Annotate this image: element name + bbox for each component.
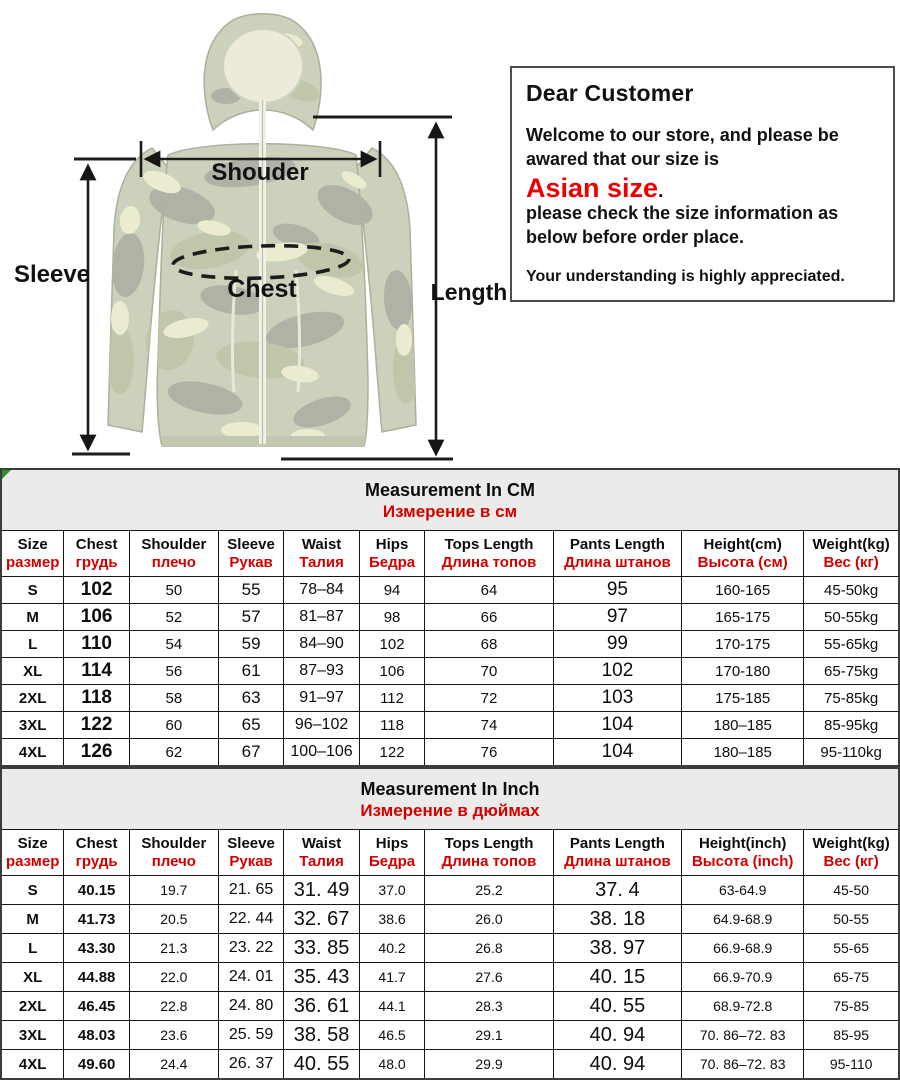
table-cell: 126 [64, 739, 130, 767]
table-cell: 95 [553, 577, 681, 604]
hood-lining [223, 29, 303, 103]
table-cell: 26.8 [425, 934, 553, 963]
table-cell: 64.9-68.9 [682, 905, 804, 934]
table-cell: 40. 55 [553, 992, 681, 1021]
table-cell: 43.30 [64, 934, 130, 963]
header-ru: плечо [151, 553, 196, 571]
table-cell: 24. 80 [218, 992, 284, 1021]
header-en: Height(inch) [698, 834, 787, 852]
table-cell: 104 [553, 739, 681, 767]
table-cell: 23.6 [129, 1021, 218, 1050]
column-header-shoulder [129, 531, 218, 577]
table-cell: 24. 01 [218, 963, 284, 992]
table-cell: 165-175 [682, 604, 804, 631]
size-tables-section [0, 468, 900, 1080]
table-cell: 96–102 [284, 712, 359, 739]
table-cell: 68 [425, 631, 553, 658]
table-cell: 70. 86–72. 83 [682, 1050, 804, 1080]
customer-notice-box [510, 66, 895, 302]
header-ru: Длина штанов [564, 553, 671, 571]
table-cell: 37.0 [359, 876, 425, 905]
column-header-pants-length [553, 830, 681, 876]
header-en: Tops Length [444, 535, 534, 553]
table-cell: 21. 65 [218, 876, 284, 905]
header-ru: грудь [75, 852, 118, 870]
size-label: L [1, 631, 64, 658]
table-cell: 29.9 [425, 1050, 553, 1080]
header-ru: Талия [299, 553, 344, 571]
table-cell: 94 [359, 577, 425, 604]
header-en: Size [17, 834, 48, 852]
size-label: S [1, 876, 64, 905]
table-cell: 122 [64, 712, 130, 739]
table-cell: 56 [129, 658, 218, 685]
table-cell: 38. 58 [284, 1021, 359, 1050]
table-cell: 44.88 [64, 963, 130, 992]
table-title-en: Measurement In Inch [360, 778, 540, 799]
header-ru: Длина топов [441, 553, 537, 571]
size-row-4xl [1, 739, 899, 767]
table-cell: 26. 37 [218, 1050, 284, 1080]
table-cell: 55 [218, 577, 284, 604]
table-cell: 65-75kg [804, 658, 899, 685]
table-title-band [1, 469, 899, 531]
cm-table-container [0, 468, 900, 767]
table-cell: 25.2 [425, 876, 553, 905]
table-cell: 66 [425, 604, 553, 631]
table-cell: 24.4 [129, 1050, 218, 1080]
zipper [259, 100, 266, 444]
table-cell: 180–185 [682, 739, 804, 767]
table-cell: 74 [425, 712, 553, 739]
table-cell: 67 [218, 739, 284, 767]
table-cell: 75-85 [804, 992, 899, 1021]
table-cell: 40. 15 [553, 963, 681, 992]
table-cell: 40. 94 [553, 1050, 681, 1080]
table-cell: 180–185 [682, 712, 804, 739]
header-en: Tops Length [444, 834, 534, 852]
table-cell: 55-65kg [804, 631, 899, 658]
table-cell: 87–93 [284, 658, 359, 685]
column-header-sleeve [218, 830, 284, 876]
table-cell: 55-65 [804, 934, 899, 963]
column-header-chest [64, 830, 130, 876]
table-cell: 46.45 [64, 992, 130, 1021]
column-header-chest [64, 531, 130, 577]
column-header-weight-kg [804, 531, 899, 577]
table-cell: 106 [64, 604, 130, 631]
column-header-hips [359, 531, 425, 577]
header-en: Chest [75, 834, 118, 852]
column-header-pants-length [553, 531, 681, 577]
size-label: 4XL [1, 739, 64, 767]
table-cell: 72 [425, 685, 553, 712]
sleeve-label: Sleeve [13, 261, 91, 288]
header-ru: размер [5, 852, 60, 870]
header-en: Pants Length [569, 834, 665, 852]
size-label: 3XL [1, 712, 64, 739]
size-row-3xl [1, 1021, 899, 1050]
table-cell: 50-55 [804, 905, 899, 934]
size-label: M [1, 604, 64, 631]
table-cell: 64 [425, 577, 553, 604]
table-title-ru: Измерение в см [382, 501, 518, 521]
header-en: Waist [301, 535, 342, 553]
table-cell: 65-75 [804, 963, 899, 992]
table-cell: 170-180 [682, 658, 804, 685]
column-header-weight-kg [804, 830, 899, 876]
table-cell: 35. 43 [284, 963, 359, 992]
table-cell: 60 [129, 712, 218, 739]
header-en: Size [17, 535, 48, 553]
size-row-xl [1, 963, 899, 992]
table-cell: 112 [359, 685, 425, 712]
notice-footer: Your understanding is highly appreciated. [526, 268, 845, 286]
inch-size-table [0, 767, 900, 1080]
excel-corner-flag [2, 470, 11, 479]
jacket-measurement-illustration [0, 0, 520, 468]
table-cell: 40.2 [359, 934, 425, 963]
length-label: Length [430, 279, 508, 305]
table-cell: 27.6 [425, 963, 553, 992]
size-label: XL [1, 963, 64, 992]
header-ru: Длина топов [441, 852, 537, 870]
table-cell: 91–97 [284, 685, 359, 712]
table-cell: 33. 85 [284, 934, 359, 963]
size-row-s [1, 876, 899, 905]
table-cell: 70 [425, 658, 553, 685]
table-cell: 58 [129, 685, 218, 712]
header-row [1, 830, 899, 876]
table-cell: 37. 4 [553, 876, 681, 905]
size-row-s [1, 577, 899, 604]
column-header-size [1, 531, 64, 577]
size-label: 2XL [1, 685, 64, 712]
highlight-period: . [658, 180, 664, 202]
table-cell: 45-50 [804, 876, 899, 905]
table-cell: 23. 22 [218, 934, 284, 963]
table-cell: 22.8 [129, 992, 218, 1021]
size-row-xl [1, 658, 899, 685]
header-en: Sleeve [227, 535, 275, 553]
size-label: XL [1, 658, 64, 685]
header-en: Hips [375, 535, 409, 553]
table-cell: 103 [553, 685, 681, 712]
notice-title: Dear Customer [526, 80, 694, 106]
table-cell: 61 [218, 658, 284, 685]
table-cell: 62 [129, 739, 218, 767]
size-label: S [1, 577, 64, 604]
asian-size-highlight: Asian size [526, 172, 659, 203]
table-cell: 40. 94 [553, 1021, 681, 1050]
header-en: Hips [375, 834, 409, 852]
table-cell: 19.7 [129, 876, 218, 905]
header-ru: Высота (inch) [691, 852, 794, 870]
table-cell: 32. 67 [284, 905, 359, 934]
size-row-2xl [1, 992, 899, 1021]
table-cell: 54 [129, 631, 218, 658]
header-en: Waist [301, 834, 342, 852]
notice-body-line1: Welcome to our store, and please be awared that our size is [526, 125, 839, 169]
table-cell: 50 [129, 577, 218, 604]
header-en: Chest [75, 535, 118, 553]
notice-highlight-row [526, 174, 879, 202]
inch-table-container [0, 767, 900, 1080]
table-cell: 38. 18 [553, 905, 681, 934]
table-cell: 175-185 [682, 685, 804, 712]
table-cell: 118 [359, 712, 425, 739]
header-ru: Вес (кг) [823, 852, 879, 870]
table-cell: 22. 44 [218, 905, 284, 934]
size-label: 3XL [1, 1021, 64, 1050]
header-row [1, 531, 899, 577]
size-row-l [1, 934, 899, 963]
table-cell: 66.9-68.9 [682, 934, 804, 963]
header-ru: Бедра [368, 553, 416, 571]
header-en: Sleeve [227, 834, 275, 852]
size-row-m [1, 905, 899, 934]
table-cell: 31. 49 [284, 876, 359, 905]
table-cell: 25. 59 [218, 1021, 284, 1050]
table-cell: 66.9-70.9 [682, 963, 804, 992]
table-cell: 63 [218, 685, 284, 712]
table-cell: 48.03 [64, 1021, 130, 1050]
table-cell: 95-110kg [804, 739, 899, 767]
table-cell: 99 [553, 631, 681, 658]
size-guide-hero [0, 0, 900, 468]
table-cell: 57 [218, 604, 284, 631]
header-ru: Длина штанов [564, 852, 671, 870]
column-header-sleeve [218, 531, 284, 577]
table-cell: 21.3 [129, 934, 218, 963]
table-cell: 20.5 [129, 905, 218, 934]
table-cell: 65 [218, 712, 284, 739]
chest-label: Chest [227, 275, 297, 303]
table-cell: 29.1 [425, 1021, 553, 1050]
column-header-waist [284, 830, 359, 876]
size-label: 4XL [1, 1050, 64, 1080]
table-title-band [1, 768, 899, 830]
size-row-3xl [1, 712, 899, 739]
header-en: Shoulder [141, 834, 207, 852]
column-header-size [1, 830, 64, 876]
table-cell: 49.60 [64, 1050, 130, 1080]
table-cell: 40. 55 [284, 1050, 359, 1080]
table-cell: 41.73 [64, 905, 130, 934]
column-header-tops-length [425, 830, 553, 876]
header-ru: Рукав [229, 553, 273, 571]
table-cell: 102 [553, 658, 681, 685]
size-row-2xl [1, 685, 899, 712]
size-row-l [1, 631, 899, 658]
column-header-hips [359, 830, 425, 876]
table-cell: 76 [425, 739, 553, 767]
table-cell: 102 [359, 631, 425, 658]
header-en: Height(cm) [703, 535, 782, 553]
table-cell: 46.5 [359, 1021, 425, 1050]
table-cell: 160-165 [682, 577, 804, 604]
header-en: Pants Length [569, 535, 665, 553]
table-cell: 70. 86–72. 83 [682, 1021, 804, 1050]
column-header-tops-length [425, 531, 553, 577]
size-label: M [1, 905, 64, 934]
table-cell: 63-64.9 [682, 876, 804, 905]
column-header-height-cm [682, 531, 804, 577]
column-header-waist [284, 531, 359, 577]
size-label: L [1, 934, 64, 963]
table-title-en: Measurement In CM [364, 479, 536, 500]
header-en: Weight(kg) [812, 535, 890, 553]
table-cell: 52 [129, 604, 218, 631]
table-cell: 85-95 [804, 1021, 899, 1050]
table-cell: 75-85kg [804, 685, 899, 712]
table-cell: 59 [218, 631, 284, 658]
table-cell: 104 [553, 712, 681, 739]
table-cell: 44.1 [359, 992, 425, 1021]
table-cell: 81–87 [284, 604, 359, 631]
table-cell: 122 [359, 739, 425, 767]
table-cell: 26.0 [425, 905, 553, 934]
table-cell: 110 [64, 631, 130, 658]
size-label: 2XL [1, 992, 64, 1021]
table-cell: 97 [553, 604, 681, 631]
table-cell: 40.15 [64, 876, 130, 905]
header-en: Weight(kg) [812, 834, 890, 852]
table-cell: 45-50kg [804, 577, 899, 604]
table-cell: 102 [64, 577, 130, 604]
header-en: Shoulder [141, 535, 207, 553]
table-cell: 85-95kg [804, 712, 899, 739]
header-ru: Талия [299, 852, 344, 870]
table-cell: 78–84 [284, 577, 359, 604]
table-cell: 38. 97 [553, 934, 681, 963]
header-ru: грудь [75, 553, 118, 571]
table-cell: 95-110 [804, 1050, 899, 1080]
shoulder-label: Shouder [211, 159, 309, 186]
header-ru: Рукав [229, 852, 273, 870]
table-cell: 114 [64, 658, 130, 685]
table-cell: 118 [64, 685, 130, 712]
header-ru: плечо [151, 852, 196, 870]
table-title-ru: Измерение в дюймах [360, 800, 540, 820]
table-cell: 48.0 [359, 1050, 425, 1080]
table-cell: 50-55kg [804, 604, 899, 631]
header-ru: размер [5, 553, 60, 571]
table-cell: 84–90 [284, 631, 359, 658]
table-cell: 170-175 [682, 631, 804, 658]
table-cell: 41.7 [359, 963, 425, 992]
notice-body-line2: please check the size information as below before order place. [526, 202, 839, 247]
table-cell: 98 [359, 604, 425, 631]
table-cell: 28.3 [425, 992, 553, 1021]
table-cell: 68.9-72.8 [682, 992, 804, 1021]
cm-size-table [0, 468, 900, 767]
header-ru: Бедра [368, 852, 416, 870]
size-row-m [1, 604, 899, 631]
header-ru: Вес (кг) [823, 553, 879, 571]
table-cell: 22.0 [129, 963, 218, 992]
table-cell: 36. 61 [284, 992, 359, 1021]
table-cell: 38.6 [359, 905, 425, 934]
table-cell: 106 [359, 658, 425, 685]
column-header-shoulder [129, 830, 218, 876]
column-header-height-inch [682, 830, 804, 876]
header-ru: Высота (см) [697, 553, 788, 571]
table-cell: 100–106 [284, 739, 359, 767]
